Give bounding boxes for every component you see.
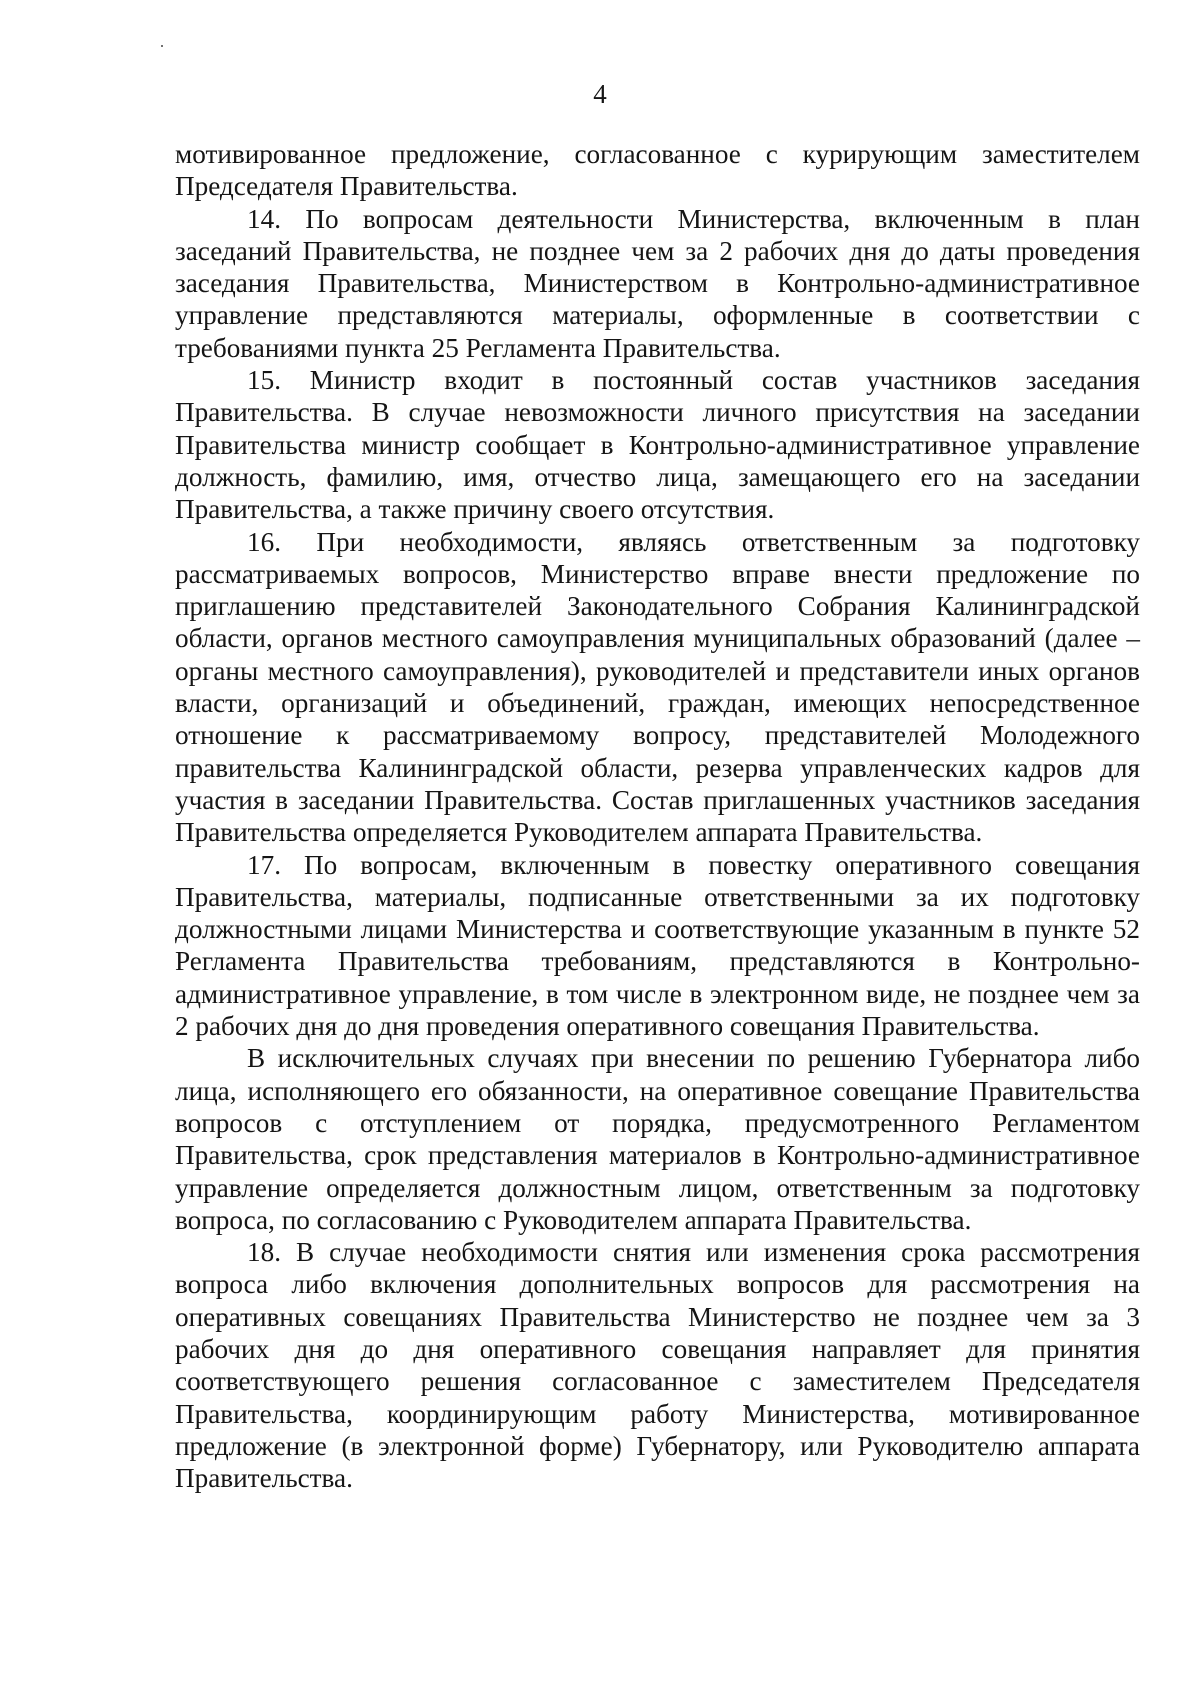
paragraph-item-15: 15. Министр входит в постоянный состав участников заседания Правительства. В случае невозможности личного присутствия на заседании Правительства министр сообщает в Контрольно-административное управление должность, фамилию, имя, отчество лица, замещающего его на заседании Правительства, а также причину своего отсутствия. <box>175 365 1140 525</box>
page-number: 4 <box>593 79 607 109</box>
paragraph-item-14: 14. По вопросам деятельности Министерства, включенным в план заседаний Правительства, не позднее чем за 2 рабочих дня до даты проведения заседания Правительства, Министерством в Контрольно-административное управление представляются материалы, оформленные в соответствии с требованиями пункта 25 Регламента Правительства. <box>175 203 1140 363</box>
paragraph-item-16: 16. При необходимости, являясь ответственным за подготовку рассматриваемых вопросов, Министерство вправе внести предложение по приглашению представителей Законодательного Собрания Калининградской области, органов местного самоуправления муниципальных образований (далее – органы местного самоуправления), руководителей и представители иных органов власти, организаций и объединений, граждан, имеющих непосредственное отношение к рассматриваемому вопросу, представителей Молодежного правительства Калининградской области, резерва управленческих кадров для участия в заседании Правительства. Состав приглашенных участников заседания Правительства определяется Руководителем аппарата Правительства. <box>175 526 1140 848</box>
document-body <box>175 138 1140 1494</box>
paragraph-item-17-exception: В исключительных случаях при внесении по решению Губернатора либо лица, исполняющего его обязанности, на оперативное совещание Правительства вопросов с отступлением от порядка, предусмотренного Регламентом Правительства, срок представления материалов в Контрольно-административное управление определяется должностным лицом, ответственным за подготовку вопроса, по согласованию с Руководителем аппарата Правительства. <box>175 1043 1140 1235</box>
scan-speck <box>161 45 163 47</box>
paragraph-item-18: 18. В случае необходимости снятия или изменения срока рассмотрения вопроса либо включения дополнительных вопросов для рассмотрения на оперативных совещаниях Правительства Министерство не позднее чем за 3 рабочих дня до дня оперативного совещания направляет для принятия соответствующего решения согласованное с заместителем Председателя Правительства, координирующим работу Министерства, мотивированное предложение (в электронной форме) Губернатору, или Руководителю аппарата Правительства. <box>175 1237 1140 1494</box>
paragraph-item-17: 17. По вопросам, включенным в повестку оперативного совещания Правительства, материалы, подписанные ответственными за их подготовку должностными лицами Министерства и соответствующие указанным в пункте 52 Регламента Правительства требованиям, представляются в Контрольно-административное управление, в том числе в электронном виде, не позднее чем за 2 рабочих дня до дня проведения оперативного совещания Правительства. <box>175 849 1140 1042</box>
paragraph-continuation: мотивированное предложение, согласованное с курирующим заместителем Председателя Правительства. <box>175 139 1140 202</box>
